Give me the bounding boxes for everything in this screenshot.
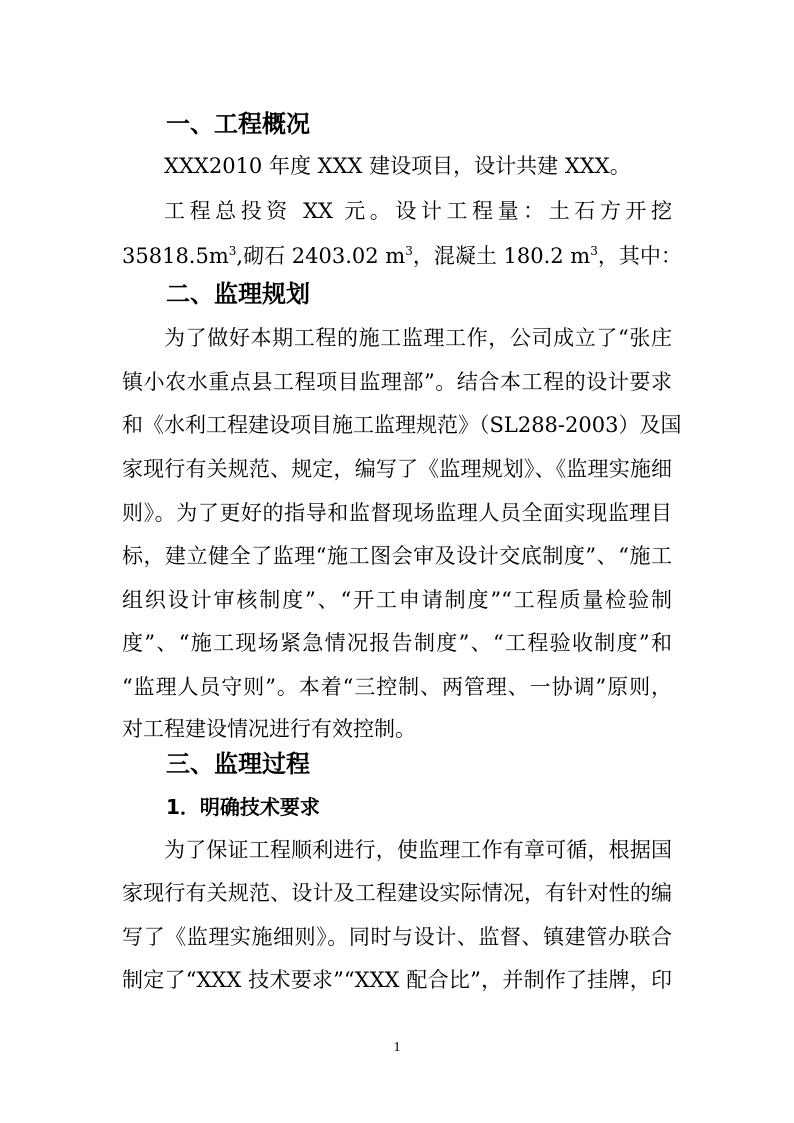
superscript-3: 3 <box>228 244 237 258</box>
planning-line: 镇小农水重点县工程项目监理部”。结合本工程的设计要求 <box>122 370 672 394</box>
page-number: 1 <box>393 1040 401 1055</box>
overview-line-3-part-c: ，混凝土 180.2 m <box>412 244 591 268</box>
subheading-technical-requirements: 1．明确技术要求 <box>166 795 320 819</box>
overview-line-3 <box>122 236 682 276</box>
process-line: 家现行有关规范、设计及工程建设实际情况，有针对性的编 <box>122 881 672 905</box>
superscript-3: 3 <box>405 244 413 258</box>
overview-line-2: 工程总投资 XX 元。设计工程量：土石方开挖 <box>164 199 672 223</box>
planning-line: 则》。为了更好的指导和监督现场监理人员全面实现监理目 <box>122 501 672 525</box>
overview-line-3-part-d: ，其中： <box>597 244 682 268</box>
planning-line: 对工程建设情况进行有效控制。 <box>122 717 416 741</box>
planning-line: 为了做好本期工程的施工监理工作，公司成立了“张庄 <box>164 326 672 350</box>
superscript-3: 3 <box>590 244 598 258</box>
planning-line: 组织设计审核制度”、“开工申请制度”“工程质量检验制 <box>122 588 672 612</box>
overview-line-1: XXX2010 年度 XXX 建设项目，设计共建 XXX。 <box>164 154 631 178</box>
section-heading-overview: 一、工程概况 <box>166 110 310 138</box>
process-line: 写了《监理实施细则》。同时与设计、监督、镇建管办联合 <box>122 925 672 949</box>
section-heading-process: 三、监理过程 <box>166 750 310 778</box>
planning-line: “监理人员守则”。本着“三控制、两管理、一协调”原则， <box>122 675 672 699</box>
section-heading-planning: 二、监理规划 <box>166 280 310 308</box>
planning-line: 标，建立健全了监理“施工图会审及设计交底制度”、“施工 <box>122 544 672 568</box>
overview-line-3-part-a: 35818.5m <box>122 244 229 268</box>
process-line: 为了保证工程顺利进行，使监理工作有章可循，根据国 <box>164 838 672 862</box>
planning-line: 和《水利工程建设项目施工监理规范》（SL288-2003）及国 <box>122 413 682 437</box>
planning-line: 度”、“施工现场紧急情况报告制度”、“工程验收制度”和 <box>122 631 672 655</box>
process-line: 制定了“XXX 技术要求”“XXX 配合比”，并制作了挂牌，印 <box>122 968 672 992</box>
overview-line-3-part-b: ,砌石 2403.02 m <box>236 244 406 268</box>
planning-line: 家现行有关规范、规定，编写了《监理规划》、《监理实施细 <box>122 457 672 481</box>
